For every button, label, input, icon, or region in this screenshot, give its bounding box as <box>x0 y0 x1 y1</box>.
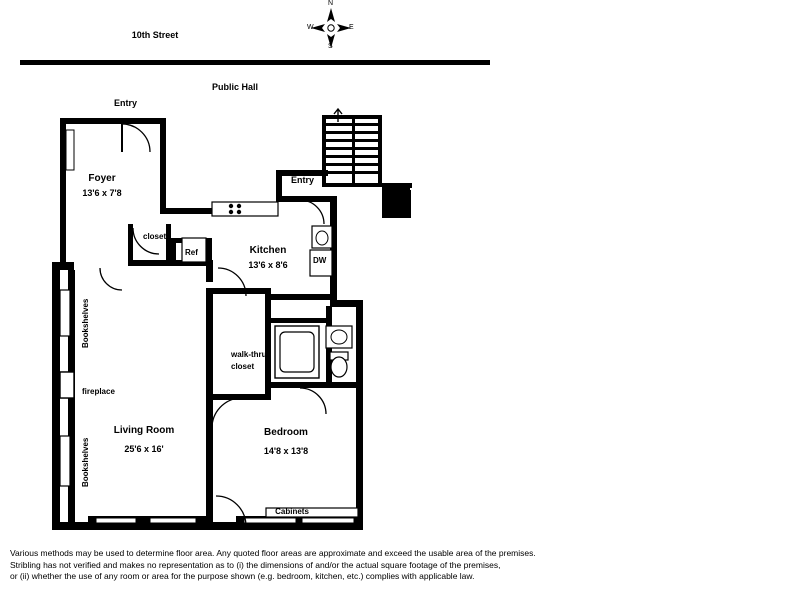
dw-label: DW <box>313 256 327 265</box>
fireplace-and-bookshelves <box>60 372 74 398</box>
room-foyer-name: Foyer <box>88 173 116 184</box>
entry-right-label: Entry <box>291 175 315 185</box>
closet-label: closet <box>143 232 167 241</box>
ref-label: Ref <box>185 248 198 257</box>
bookshelves-lower-label: Bookshelves <box>81 437 90 487</box>
room-bedroom-name: Bedroom <box>264 427 308 438</box>
walk-thru-closet-label-line1: walk-thru <box>231 350 267 359</box>
room-kitchen-name: Kitchen <box>249 245 287 256</box>
bookshelves-upper-label: Bookshelves <box>81 298 90 348</box>
street-line <box>20 60 490 65</box>
walk-thru-closet-label-line2: closet <box>231 362 255 371</box>
disclaimer-line-1: Various methods may be used to determine floor area. Any quoted floor areas are approximate and exceed the usable area of the premises. <box>10 548 536 558</box>
compass-south-label: S <box>328 43 333 50</box>
fireplace-label: fireplace <box>82 387 115 396</box>
disclaimer-line-3: or (ii) whether the use of any room or area for the purpose shown (e.g. bedroom, kitchen, etc.) complies with applicable law. <box>10 571 475 581</box>
compass-west-label: W <box>307 24 314 31</box>
public-hall-label: Public Hall <box>211 82 259 92</box>
compass-rose <box>311 8 351 48</box>
room-foyer-dimensions: 13'6 x 7'8 <box>82 188 122 198</box>
cabinets-label: Cabinets <box>275 507 309 516</box>
disclaimer-text <box>10 548 650 583</box>
compass-north-label: N <box>328 0 334 7</box>
compass-east-label: E <box>349 24 354 31</box>
disclaimer-line-2: Stribling has not verified and makes no representation as to (i) the dimensions of and/or the actual square footage of the premises, <box>10 559 501 570</box>
room-living-name: Living Room <box>113 425 175 436</box>
street-label: 10th Street <box>131 30 179 40</box>
room-bedroom-dimensions: 14'8 x 13'8 <box>263 446 309 456</box>
room-living-dimensions: 25'6 x 16' <box>124 444 164 454</box>
entry-top-label: Entry <box>114 98 138 108</box>
room-kitchen-dimensions: 13'6 x 8'6 <box>248 260 288 270</box>
bathroom-fixtures <box>275 326 352 378</box>
